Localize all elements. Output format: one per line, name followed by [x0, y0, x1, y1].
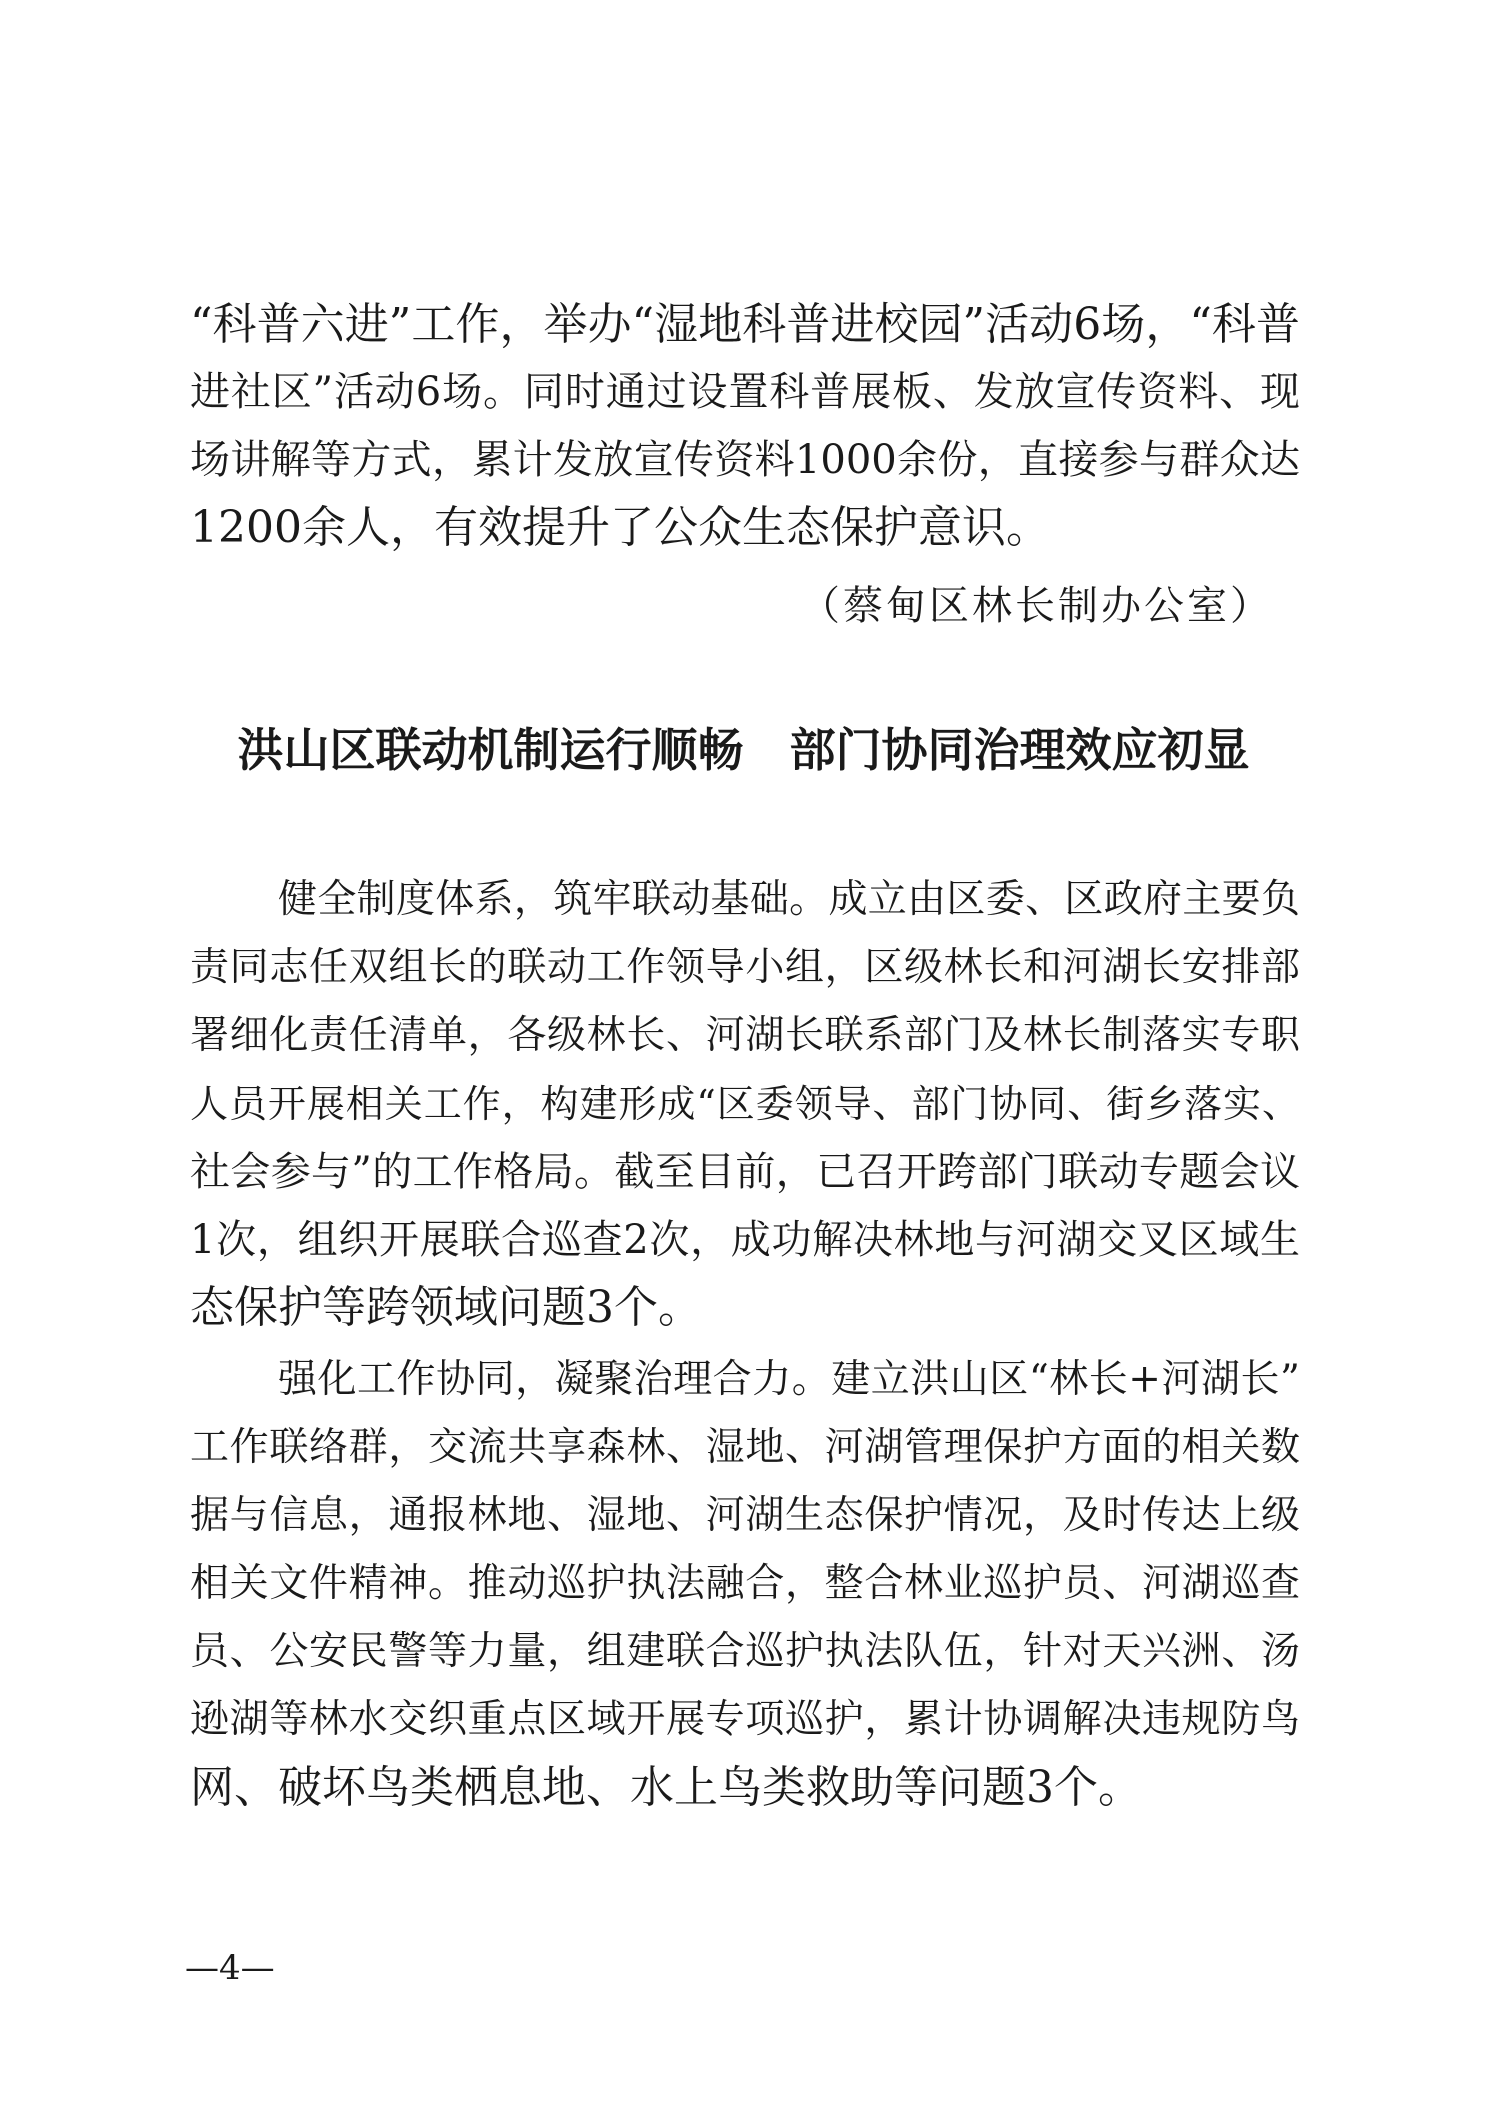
top-paragraph-line: “科普六进”工作，举办“湿地科普进校园”活动6场，“科普 — [190, 299, 1300, 350]
paragraph-2-line: 员、公安民警等力量，组建联合巡护执法队伍，针对天兴洲、汤 — [190, 1629, 1300, 1674]
paragraph-1-line: 态保护等跨领域问题3个。 — [190, 1282, 702, 1333]
page-number: —4— — [185, 1948, 275, 1988]
paragraph-1-line: 人员开展相关工作，构建形成“区委领导、部门协同、街乡落实、 — [190, 1082, 1300, 1126]
paragraph-2-line: 工作联络群，交流共享森林、湿地、河湖管理保护方面的相关数 — [190, 1425, 1300, 1470]
paragraph-1-line: 社会参与”的工作格局。截至目前，已召开跨部门联动专题会议 — [190, 1149, 1300, 1195]
source-attribution: （蔡甸区林长制办公室） — [800, 583, 1273, 629]
top-paragraph-line: 进社区”活动6场。同时通过设置科普展板、发放宣传资料、现 — [190, 369, 1300, 415]
top-paragraph-line: 1200余人，有效提升了公众生态保护意识。 — [190, 502, 1050, 553]
paragraph-1-line: 署细化责任清单，各级林长、河湖长联系部门及林长制落实专职 — [190, 1013, 1300, 1058]
paragraph-2-line: 网、破坏鸟类栖息地、水上鸟类救助等问题3个。 — [190, 1762, 1142, 1813]
paragraph-2-line: 据与信息，通报林地、湿地、河湖生态保护情况，及时传达上级 — [190, 1493, 1300, 1538]
paragraph-2-line: 相关文件精神。推动巡护执法融合，整合林业巡护员、河湖巡查 — [190, 1561, 1300, 1606]
article-title: 洪山区联动机制运行顺畅 部门协同治理效应初显 — [237, 723, 1250, 777]
paragraph-2-line: 强化工作协同，凝聚治理合力。建立洪山区“林长+河湖长” — [278, 1357, 1300, 1402]
paragraph-1-line: 1次，组织开展联合巡查2次，成功解决林地与河湖交叉区域生 — [190, 1217, 1300, 1263]
paragraph-1-line: 责同志任双组长的联动工作领导小组，区级林长和河湖长安排部 — [190, 945, 1300, 990]
paragraph-1-line: 健全制度体系，筑牢联动基础。成立由区委、区政府主要负 — [278, 877, 1300, 922]
top-paragraph-line: 场讲解等方式，累计发放宣传资料1000余份，直接参与群众达 — [190, 437, 1300, 483]
paragraph-2-line: 逊湖等林水交织重点区域开展专项巡护，累计协调解决违规防鸟 — [190, 1697, 1300, 1742]
